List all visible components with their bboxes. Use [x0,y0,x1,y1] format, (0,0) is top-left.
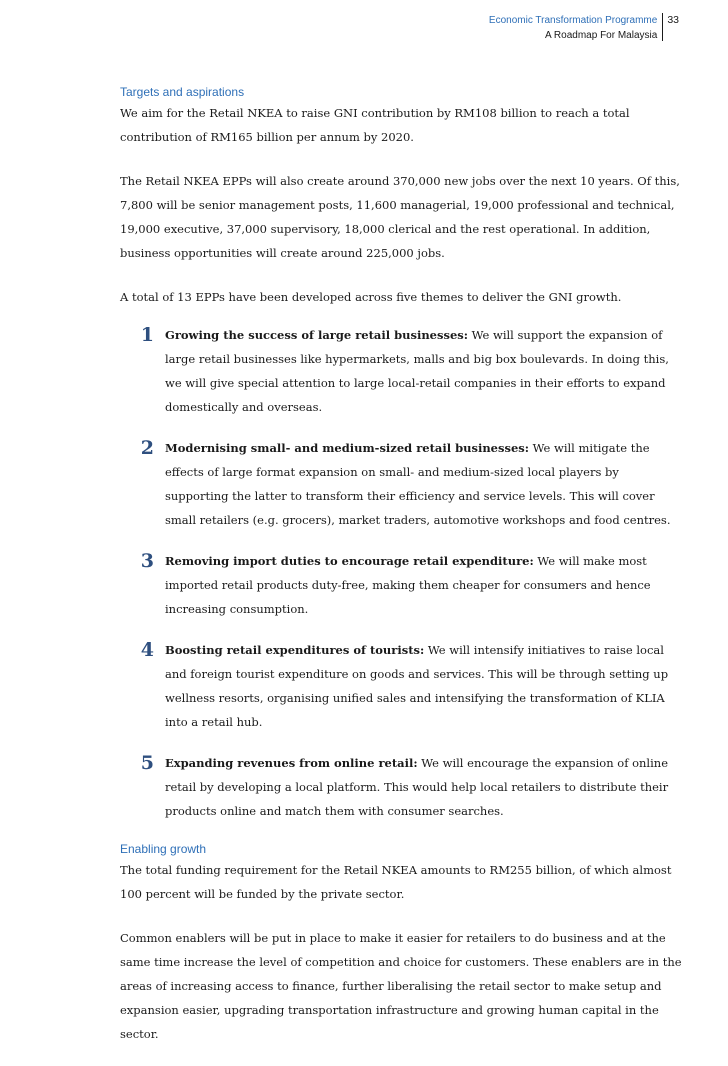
targets-paragraph-3: A total of 13 EPPs have been developed across five themes to deliver the GNI growth. [120,290,622,304]
theme-body [165,436,685,532]
theme-body [165,323,685,419]
list-item [120,638,685,734]
list-item [120,549,685,621]
theme-body [165,638,685,734]
theme-title: Growing the success of large retail businesses: [165,328,468,342]
theme-title: Modernising small- and medium-sized retail businesses: [165,441,529,455]
targets-paragraph-1: We aim for the Retail NKEA to raise GNI contribution by RM108 billion to reach a total contribution of RM165 billion per annum by 2020. [120,106,630,144]
header-roadmap-title: A Roadmap For Malaysia [545,30,658,41]
theme-text: We will mitigate the effects of large format expansion on small- and medium-sized local players by supporting the latter to transform their efficiency and service levels. This will cover small retailers (e.g. grocers), market traders, automotive workshops and food centres. [165,441,671,527]
page-number: 33 [667,14,679,26]
theme-text: We will encourage the expansion of online retail by developing a local platform. This would help local retailers to distribute their products online and match them with consumer searches. [165,756,669,818]
themes-list [120,323,685,823]
theme-number: 2 [140,437,154,459]
section-heading-enabling: Enabling growth [120,842,207,856]
header-programme-title: Economic Transformation Programme [488,15,658,26]
page-header [489,13,679,43]
theme-number: 5 [140,752,154,774]
header-text [489,13,657,43]
theme-title: Removing import duties to encourage retail expenditure: [165,554,534,568]
targets-paragraph-2: The Retail NKEA EPPs will also create around 370,000 new jobs over the next 10 years. Of this, 7,800 will be senior management posts, 11,600 managerial, 19,000 professional and technical, 19,000 executive, 37,000 supervisory, 18,000 clerical and the rest operational. In addition, business opportunities will create around 225,000 jobs. [120,174,680,260]
theme-body [165,549,685,621]
list-item [120,751,685,823]
theme-number: 4 [140,639,154,661]
theme-title: Boosting retail expenditures of tourists: [165,643,425,657]
section-heading-targets: Targets and aspirations [120,85,245,99]
theme-text: We will support the expansion of large retail businesses like hypermarkets, malls and big box boulevards. In doing this, we will give special attention to large local-retail companies in their efforts to expand domestically and overseas. [165,328,669,414]
list-item [120,323,685,419]
theme-number: 3 [140,550,154,572]
list-item [120,436,685,532]
theme-number: 1 [140,324,154,346]
page-content [120,83,685,1066]
enabling-paragraph-1: The total funding requirement for the Retail NKEA amounts to RM255 billion, of which almost 100 percent will be funded by the private sector. [120,863,672,901]
theme-text: We will intensify initiatives to raise local and foreign tourist expenditure on goods and services. This will be through setting up wellness resorts, organising unified sales and intensifying the transformation of KLIA into a retail hub. [165,643,669,729]
header-divider [662,13,663,41]
theme-title: Expanding revenues from online retail: [165,756,418,770]
theme-body [165,751,685,823]
enabling-paragraph-2: Common enablers will be put in place to make it easier for retailers to do business and at the same time increase the level of competition and choice for customers. These enablers are in the areas of increasing access to finance, further liberalising the retail sector to make setup and expansion easier, upgrading transportation infrastructure and growing human capital in the sector. [120,931,682,1041]
theme-text: We will make most imported retail products duty-free, making them cheaper for consumers and hence increasing consumption. [165,554,651,616]
